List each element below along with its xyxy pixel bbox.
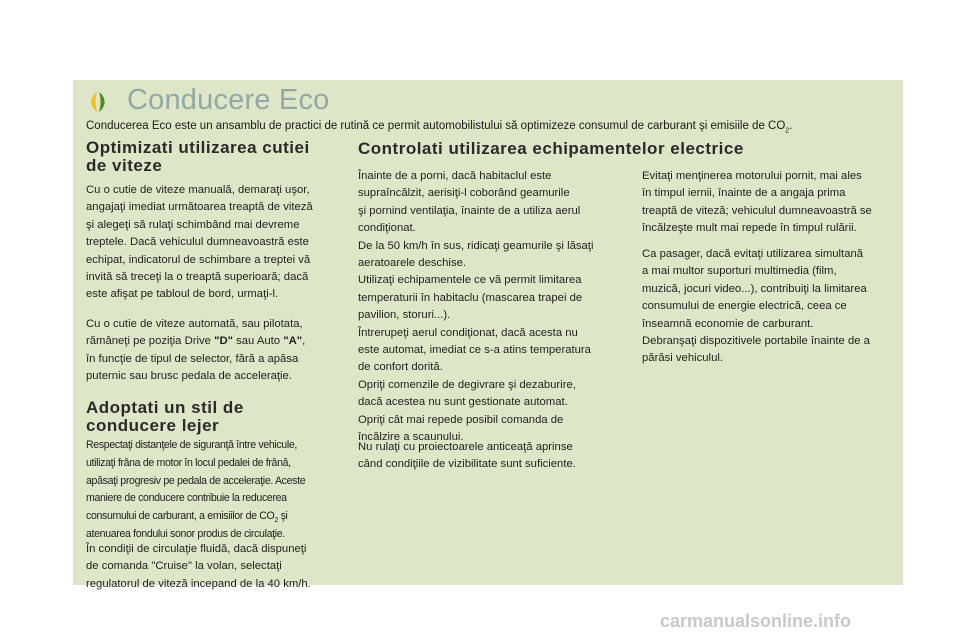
eco-leaf-icon <box>87 90 109 114</box>
fog-lights-paragraph: Nu rulaţi cu proiectoarele anticeaţă aprinse când condiţiile de vizibilitate sunt suficiente. <box>358 441 576 471</box>
heading-gearbox: Optimizati utilizarea cutiei de viteze <box>86 138 310 175</box>
engine-idle-paragraph: Evitaţi menţinerea motorului pornit, mai ales în timpul iernii, înainte de a angaja prima treaptă de viteză; vehiculul dumneavoastră se încălzeşte mult mai repede în timpul rulării. <box>642 170 872 235</box>
watermark-text: carmanualsonline.info <box>660 611 852 631</box>
heading-electrical-equipment: Controlati utilizarea echipamentelor electrice <box>358 139 744 158</box>
cruise-control-paragraph: În condiţii de circulaţie fluidă, dacă dispuneţi de comanda "Cruise" la volan, selectaţi regulatorul de viteză incepand de la 40 km/h. <box>86 543 311 590</box>
page-title: Conducere Eco <box>127 84 330 116</box>
gearbox-automatic-paragraph: Cu o cutie de viteze automată, sau pilotata, rămâneţi pe poziţia Drive "D" sau Auto "A", în funcţie de tipul de selector, fără a apăsa puternic sau brusc pedala de acceleraţie. <box>86 318 306 383</box>
driving-style-paragraph: Respectaţi distanţele de siguranţă între vehicule, utilizaţi frâna de motor în locul pedalei de frână, apăsaţi progresiv pe pedala de acceleraţie. Aceste maniere de conducere contribuie la reducerea consumului de carburant, a emisiilor de $CO_2$ şi atenuarea fondului sonor produs de circulaţie. <box>86 439 306 540</box>
gearbox-manual-paragraph: Cu o cutie de viteze manuală, demaraţi uşor, angajaţi imediat următoarea treaptă de viteză şi alegeţi să rulaţi schimbând mai devreme treptele. Dacă vehiculul dumneavoastră este echipat, indicatorul de schimbare a treptei vă invită să treceţi la o treaptă superioară; dacă este afişat pe tabloul de bord, urmaţi-l. <box>86 184 313 301</box>
intro-text: Conducerea Eco este un ansamblu de practici de rutină ce permit automobilistului să optimizeze consumul de carburant şi emisiile de $CO_2$. <box>86 120 793 135</box>
multimedia-paragraph: Ca pasager, dacă evitaţi utilizarea simultană a mai multor suporturi multimedia (film, muzică, jocuri video...), contribuiţi la limitarea consumului de energie electrică, ceea ce înseamnă economie de carburant. Debranşaţi dispozitivele portabile înainte de a părăsi vehiculul. <box>642 248 870 365</box>
electrical-equipment-paragraph: Înainte de a porni, dacă habitaclul este supraîncălzit, aerisiţi-l coborând geamurile şi pornind ventilaţia, înainte de a utiliza aerul condiţionat. De la 50 km/h în sus, ridicaţi geamurile şi lăsaţi aeratoarele deschise. Utilizaţi echipamentele ce vă permit limitarea temperaturii în habitaclu (mascarea trapei de pavilion, storuri...). Întrerupeţi aerul condiţionat, dacă acesta nu este automat, imediat ce s-a atins temperatura de confort dorită. Opriţi comenzile de degivrare şi dezaburire, dacă acestea nu sunt gestionate automat. Opriţi cât mai repede posibil comanda de încălzire a scaunului. <box>358 170 594 444</box>
heading-driving-style: Adoptati un stil de conducere lejer <box>86 398 244 435</box>
